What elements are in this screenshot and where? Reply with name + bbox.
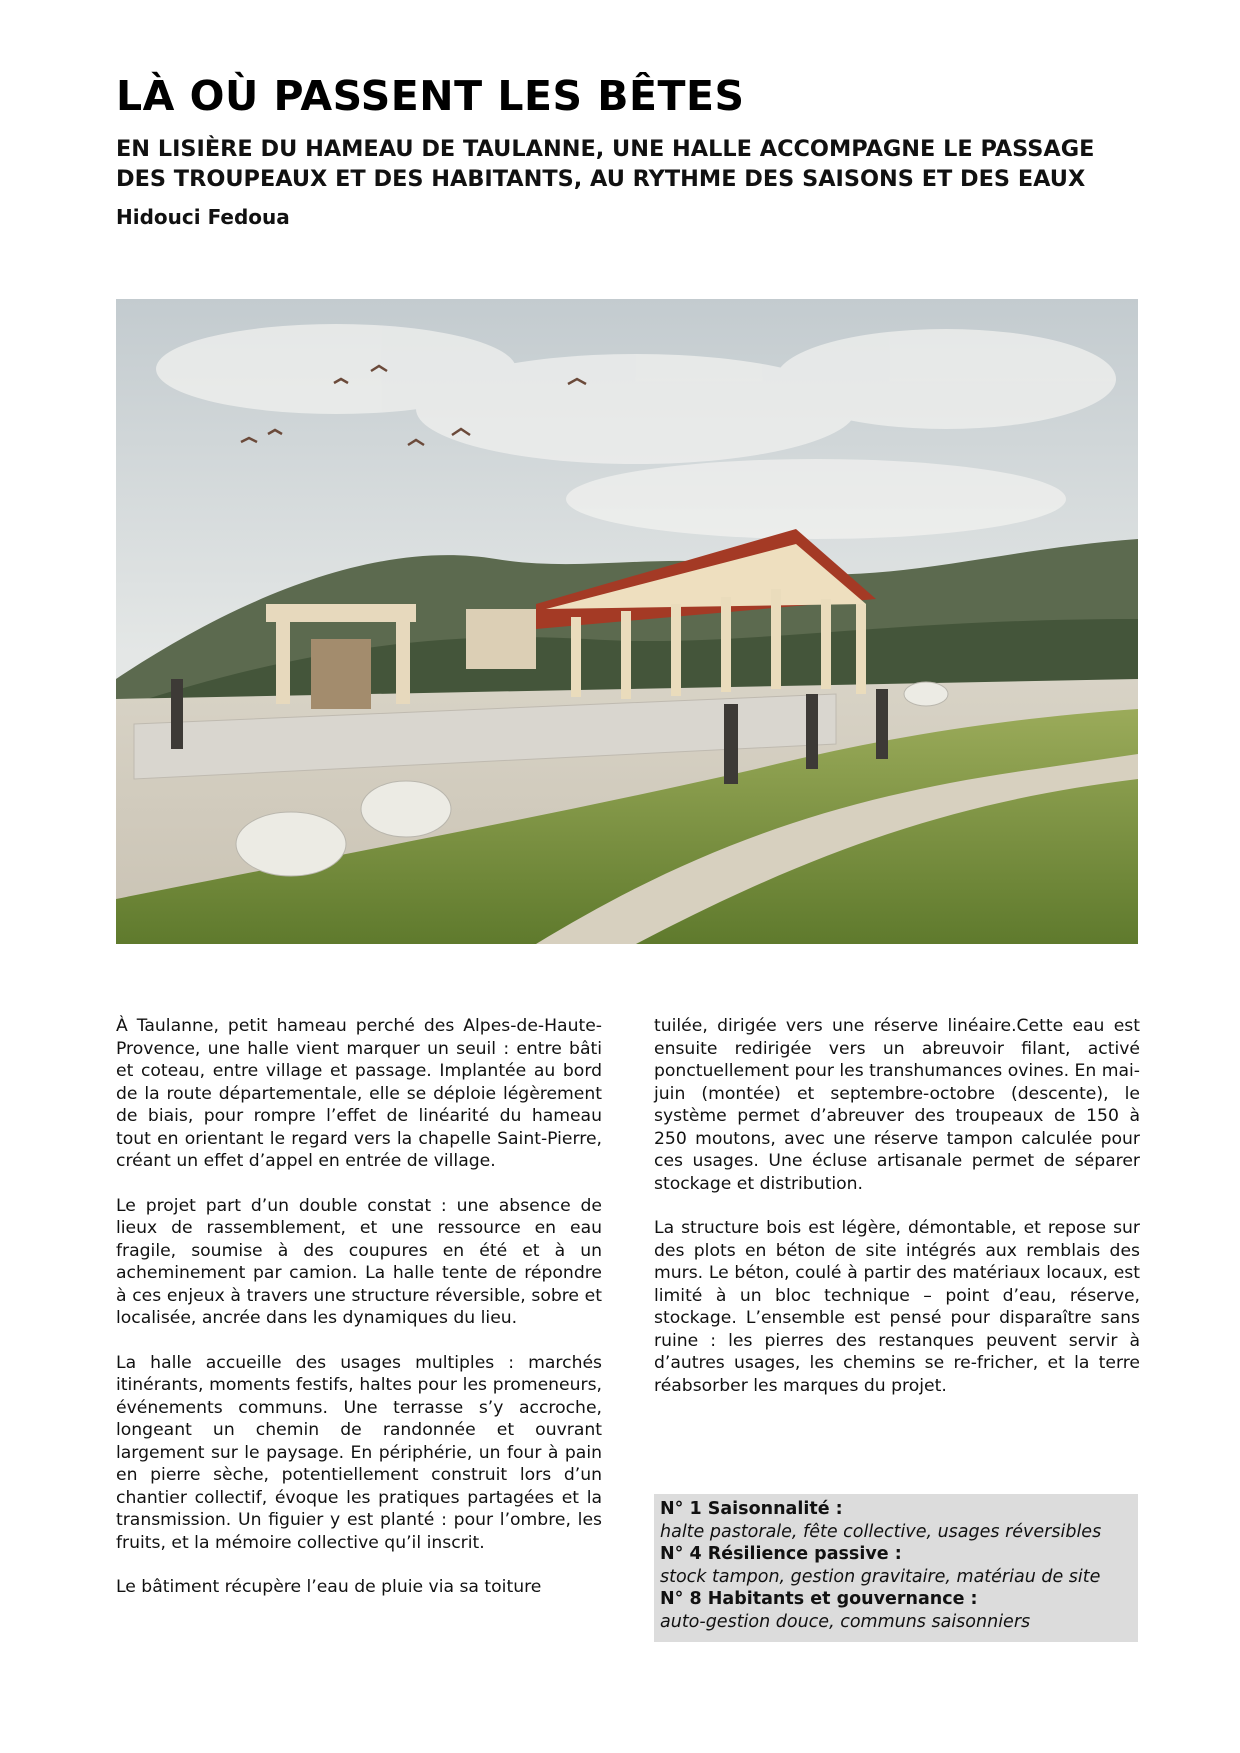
keyword-description: auto-gestion douce, communs saisonniers — [660, 1611, 1031, 1632]
paragraph: La structure bois est légère, démontable, et repose sur des plots en béton de site intégrés aux remblais des murs. Le béton, coulé à partir des matériaux locaux, est limité à un bloc technique – point d’eau, réserve, stockage. L’ensemble est pensé pour disparaître sans ruine : les pierres des restanques peuvent servir à d’autres usages, les chemins se re-fricher, et la terre réabsorber les marques du projet. — [654, 1218, 1140, 1396]
keywords-box — [654, 1494, 1138, 1642]
keyword-title: N° 4 Résilience passive : — [660, 1544, 902, 1564]
page-title: LÀ OÙ PASSENT LES BÊTES — [116, 72, 745, 120]
paragraph: tuilée, dirigée vers une réserve linéaire.Cette eau est ensuite redirigée vers un abreuvoir filant, activé ponctuellement pour les transhumances ovines. En mai-juin (montée) et septembre-octobre (descente), le système permet d’abreuver des troupeaux de 150 à 250 moutons, avec une réserve tampon calculée pour ces usages. Une écluse artisanale permet de séparer stockage et distribution. — [654, 1016, 1140, 1194]
paragraph: À Taulanne, petit hameau perché des Alpes-de-Haute-Provence, une halle vient marquer un seuil : entre bâti et coteau, entre village et passage. Implantée au bord de la route départementale, elle se déploie légèrement de biais, pour rompre l’effet de linéarité du hameau tout en orientant le regard vers la chapelle Saint-Pierre, créant un effet d’appel en entrée de village. — [116, 1016, 602, 1171]
page-subtitle: EN LISIÈRE DU HAMEAU DE TAULANNE, UNE HALLE ACCOMPAGNE LE PASSAGE DES TROUPEAUX ET DES HABITANTS, AU RYTHME DES SAISONS ET DES EAUX — [116, 136, 1095, 192]
keyword-description: stock tampon, gestion gravitaire, matériau de site — [660, 1566, 1101, 1587]
paragraph: La halle accueille des usages multiples : marchés itinérants, moments festifs, haltes pour les promeneurs, événements communs. Une terrasse s’y accroche, longeant un chemin de randonnée et ouvrant largement sur le paysage. En périphérie, un four à pain en pierre sèche, potentiellement construit lors d’un chantier collectif, évoque les pratiques partagées et la transmission. Un figuier y est planté : pour l’ombre, les fruits, et la mémoire collective qu’il inscrit. — [116, 1352, 602, 1553]
author-name: Hidouci Fedoua — [116, 205, 290, 229]
paragraph: Le projet part d’un double constat : une absence de lieux de rassemblement, et une ressource en eau fragile, soumise à des coupures en été et à un acheminement par camion. La halle tente de répondre à ces enjeux à travers une structure réversible, sobre et localisée, ancrée dans les dynamiques du lieu. — [116, 1195, 602, 1328]
paragraph: Le bâtiment récupère l’eau de pluie via sa toiture — [116, 1577, 542, 1597]
body-column-right — [654, 1015, 1140, 1419]
keyword-title: N° 1 Saisonnalité : — [660, 1499, 843, 1519]
keyword-title: N° 8 Habitants et gouvernance : — [660, 1589, 978, 1609]
hero-illustration — [116, 299, 1138, 944]
body-column-left — [116, 1015, 602, 1621]
keyword-description: halte pastorale, fête collective, usages réversibles — [660, 1521, 1102, 1542]
